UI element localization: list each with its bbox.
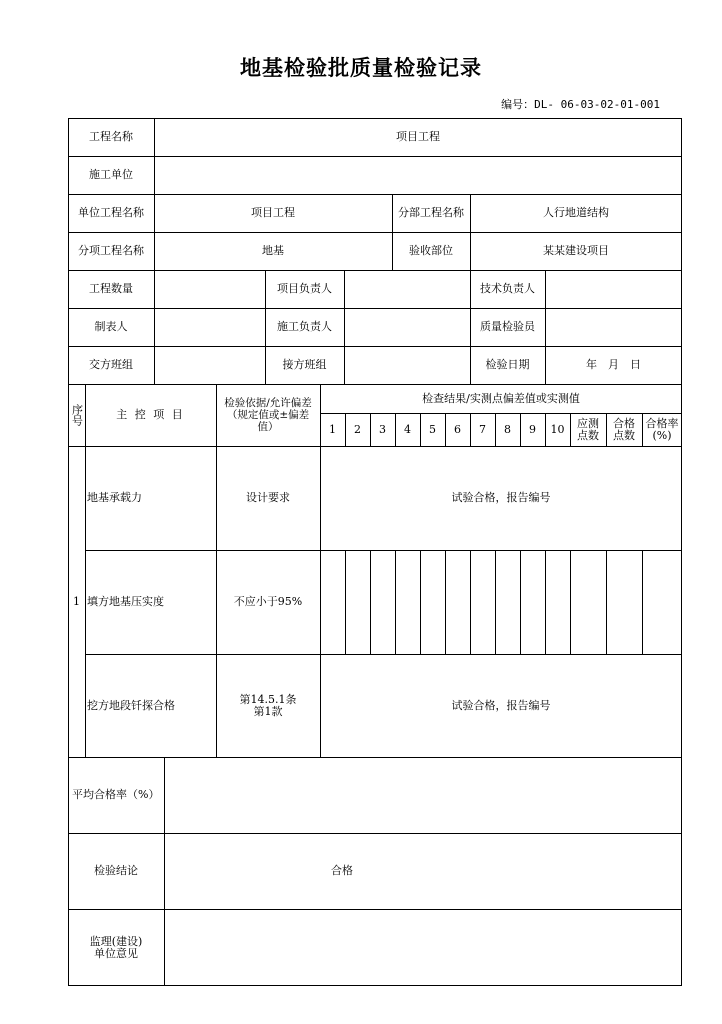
label-construction-leader: 施工负责人 xyxy=(277,320,332,333)
value-construction-leader[interactable] xyxy=(344,308,470,346)
header-should-measure: 应测 点数 xyxy=(577,416,599,442)
label-receiving-team: 接方班组 xyxy=(282,358,327,371)
value-acceptance-part[interactable]: 某某建设项目 xyxy=(543,244,609,257)
header-point-7: 7 xyxy=(479,422,486,436)
label-unit-project-name: 单位工程名称 xyxy=(78,206,144,219)
value-inspection-date[interactable]: 年 月 日 xyxy=(586,358,641,371)
header-point-4: 4 xyxy=(404,422,411,436)
item-name-3: 挖方地段钎探合格 xyxy=(87,698,175,712)
header-point-6: 6 xyxy=(454,422,461,436)
item-name-2: 填方地基压实度 xyxy=(87,595,164,608)
label-project-name: 工程名称 xyxy=(89,130,133,143)
label-division-project-name: 分部工程名称 xyxy=(398,206,464,219)
value-unit-project-name[interactable]: 项目工程 xyxy=(251,206,295,219)
item-basis-2: 不应小于95% xyxy=(233,595,303,608)
label-construction-unit: 施工单位 xyxy=(89,168,133,181)
header-point-3: 3 xyxy=(379,422,386,436)
header-qualified-points: 合格 点数 xyxy=(613,416,635,442)
document-number: 编号：DL- 06-03-02-01-001 xyxy=(501,98,660,111)
header-results: 检查结果/实测点偏差值或实测值 xyxy=(422,391,580,405)
value-handover-team[interactable] xyxy=(154,346,265,384)
page-title: 地基检验批质量检验记录 xyxy=(240,56,482,80)
value-sub-item-name[interactable]: 地基 xyxy=(262,244,284,257)
value-project-name[interactable]: 项目工程 xyxy=(396,130,440,143)
header-point-1: 1 xyxy=(329,422,336,436)
header-point-8: 8 xyxy=(504,422,511,436)
value-construction-unit[interactable] xyxy=(154,156,682,194)
value-conclusion[interactable]: 合格 xyxy=(331,864,353,877)
value-work-quantity[interactable] xyxy=(154,270,265,308)
label-work-quantity: 工程数量 xyxy=(89,282,133,295)
header-point-2: 2 xyxy=(354,422,361,436)
label-conclusion: 检验结论 xyxy=(94,864,138,877)
label-avg-pass-rate: 平均合格率（%） xyxy=(72,788,160,801)
label-acceptance-part: 验收部位 xyxy=(409,244,453,257)
header-seq: 序号 xyxy=(70,404,84,426)
item-result-1[interactable]: 试验合格，报告编号 xyxy=(451,491,551,504)
label-project-leader: 项目负责人 xyxy=(277,282,332,295)
value-receiving-team[interactable] xyxy=(344,346,470,384)
header-point-5: 5 xyxy=(429,422,436,436)
label-inspection-date: 检验日期 xyxy=(485,358,530,371)
value-avg-pass-rate[interactable] xyxy=(164,757,682,833)
item-result-3[interactable]: 试验合格，报告编号 xyxy=(451,698,551,712)
label-tabulator: 制表人 xyxy=(94,320,128,333)
header-basis: 检验依据/允许偏差 （规定值或±偏差 值） xyxy=(224,397,312,433)
value-project-leader[interactable] xyxy=(344,270,470,308)
item-group-seq: 1 xyxy=(73,594,80,608)
value-quality-inspector[interactable] xyxy=(545,308,682,346)
header-pass-rate: 合格率 (%) xyxy=(645,416,679,442)
label-sub-item-name: 分项工程名称 xyxy=(78,244,144,257)
value-division-project-name[interactable]: 人行地道结构 xyxy=(543,206,609,219)
label-quality-inspector: 质量检验员 xyxy=(480,320,535,333)
header-point-9: 9 xyxy=(529,422,536,436)
value-tabulator[interactable] xyxy=(154,308,265,346)
header-main-control: 主 控 项 目 xyxy=(116,408,185,421)
item-name-1: 地基承载力 xyxy=(87,491,142,504)
item-basis-3: 第14.5.1条 第1款 xyxy=(239,692,297,718)
item-basis-1: 设计要求 xyxy=(246,491,290,504)
item-result-2[interactable] xyxy=(320,550,682,654)
value-technical-leader[interactable] xyxy=(545,270,682,308)
value-supervision-opinion[interactable] xyxy=(164,909,682,986)
label-technical-leader: 技术负责人 xyxy=(480,282,535,295)
label-supervision-opinion: 监理(建设) 单位意见 xyxy=(89,934,143,960)
header-point-10: 10 xyxy=(550,422,565,436)
label-handover-team: 交方班组 xyxy=(89,358,133,371)
